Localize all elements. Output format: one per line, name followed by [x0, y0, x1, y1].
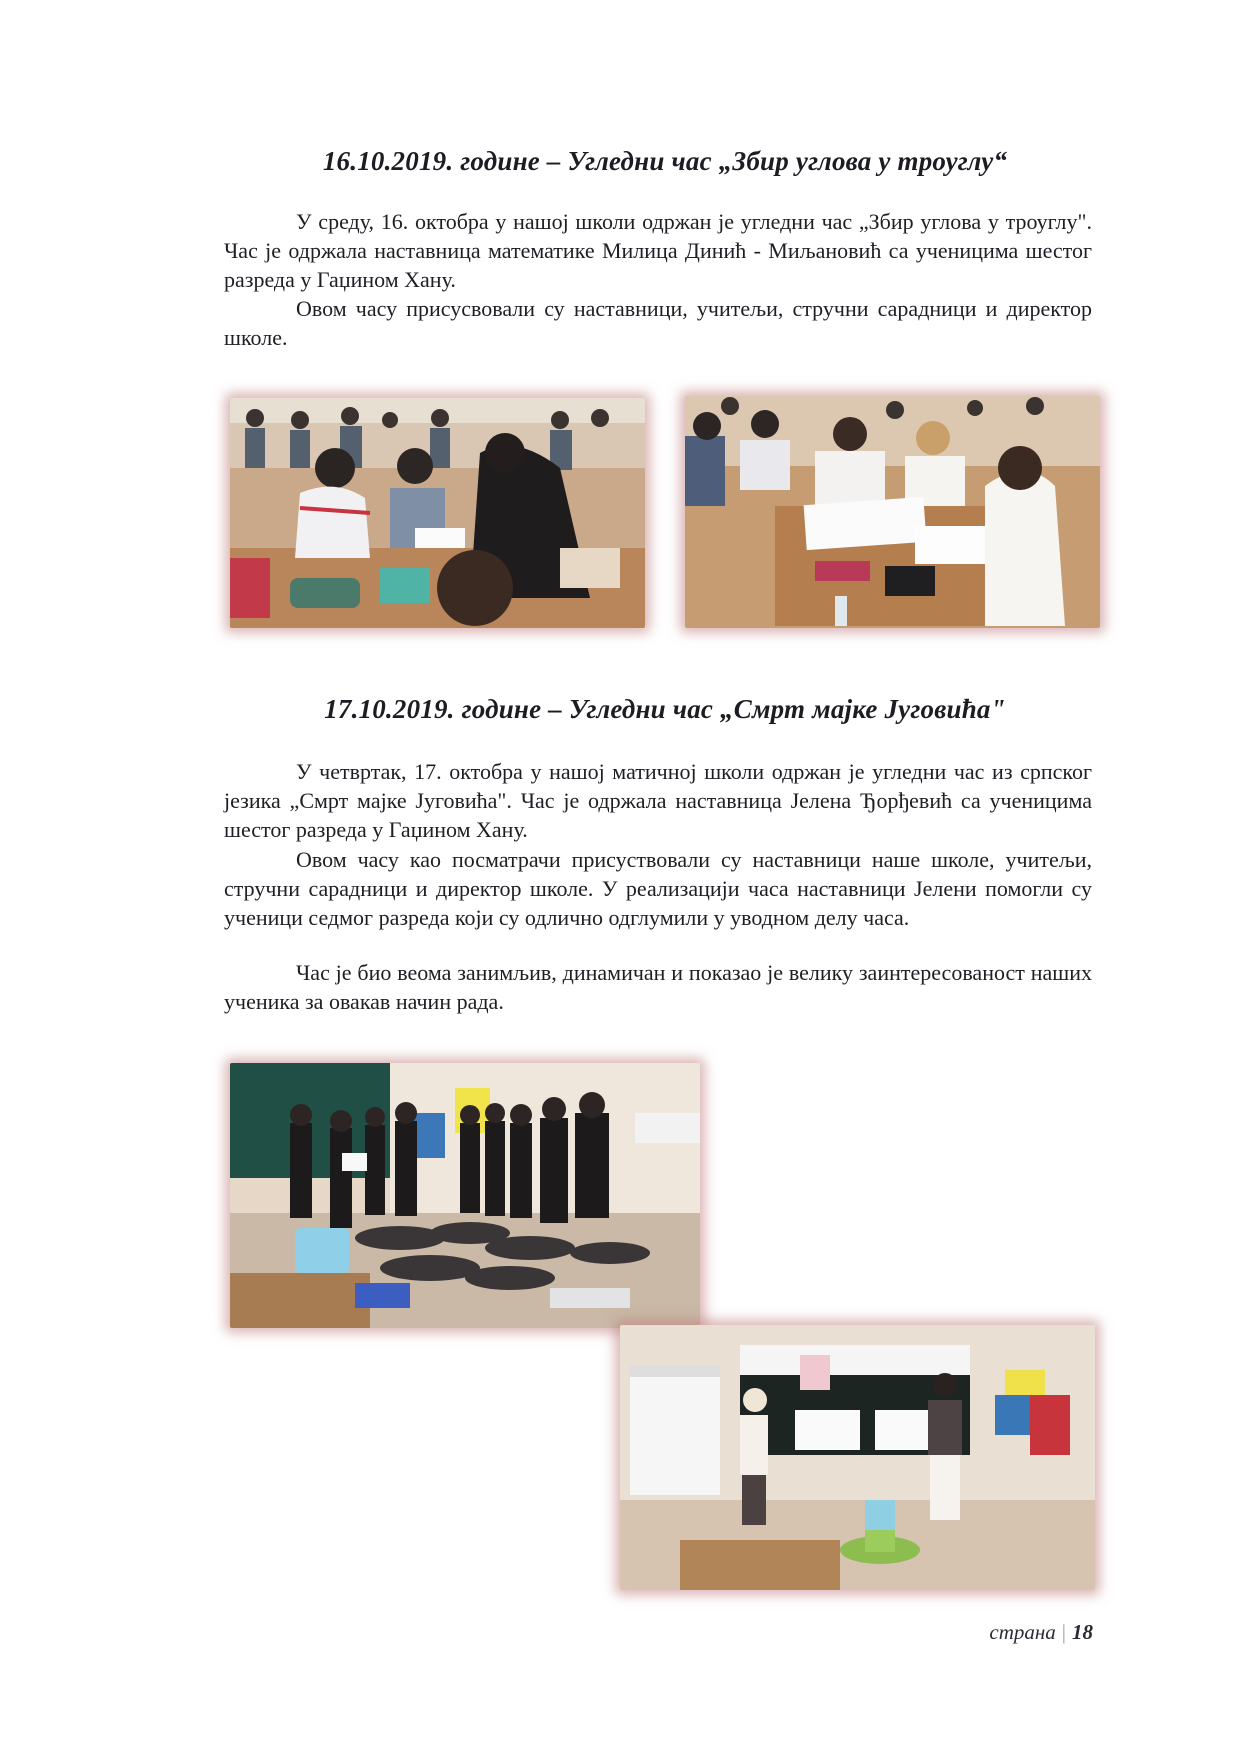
footer-separator: | — [1061, 1620, 1066, 1644]
page-footer — [989, 1620, 1093, 1645]
section2-heading: 17.10.2019. године – Угледни час „Смрт мајке Југовића" — [324, 694, 1006, 724]
section1-paragraph-2: Овом часу присусвовали су наставници, учитељи, стручни сарадници и директор школе. — [224, 296, 1092, 350]
photo-students-performance — [230, 1063, 700, 1328]
photo-teacher-at-board — [620, 1325, 1095, 1590]
photo-students-at-table — [685, 396, 1100, 628]
photo-classroom-teacher-helping — [230, 398, 645, 628]
page-number: 18 — [1072, 1620, 1093, 1644]
section2-paragraph-2: Овом часу као посматрачи присуствовали су наставници наше школе, учитељи, стручни сарадници и директор школе. У реализацији часа наставници Јелени помогли су ученици седмог разреда који су одлично одглумили у уводном делу часа. — [224, 847, 1092, 930]
section2-paragraph-1: У четвртак, 17. октобра у нашој матичној школи одржан је угледни час из српског језика „Смрт мајке Југовића". Час је одржала наставница Јелена Ђорђевић са ученицима шестог разреда у Гаџином Хану. — [224, 759, 1092, 842]
section2-paragraph-3: Час је био веома занимљив, динамичан и показао је велику заинтересованост наших ученика за овакав начин рада. — [224, 960, 1092, 1014]
section1-heading: 16.10.2019. године – Угледни час „Збир углова у троуглу“ — [322, 146, 1008, 176]
section1-paragraph-1: У среду, 16. октобра у нашој школи одржан је угледни час „Збир углова у троуглу". Час је одржала наставница математике Милица Динић - Миљановић са ученицима шестог разреда у Гаџином Хану. — [224, 209, 1092, 292]
footer-label: страна — [989, 1620, 1056, 1644]
